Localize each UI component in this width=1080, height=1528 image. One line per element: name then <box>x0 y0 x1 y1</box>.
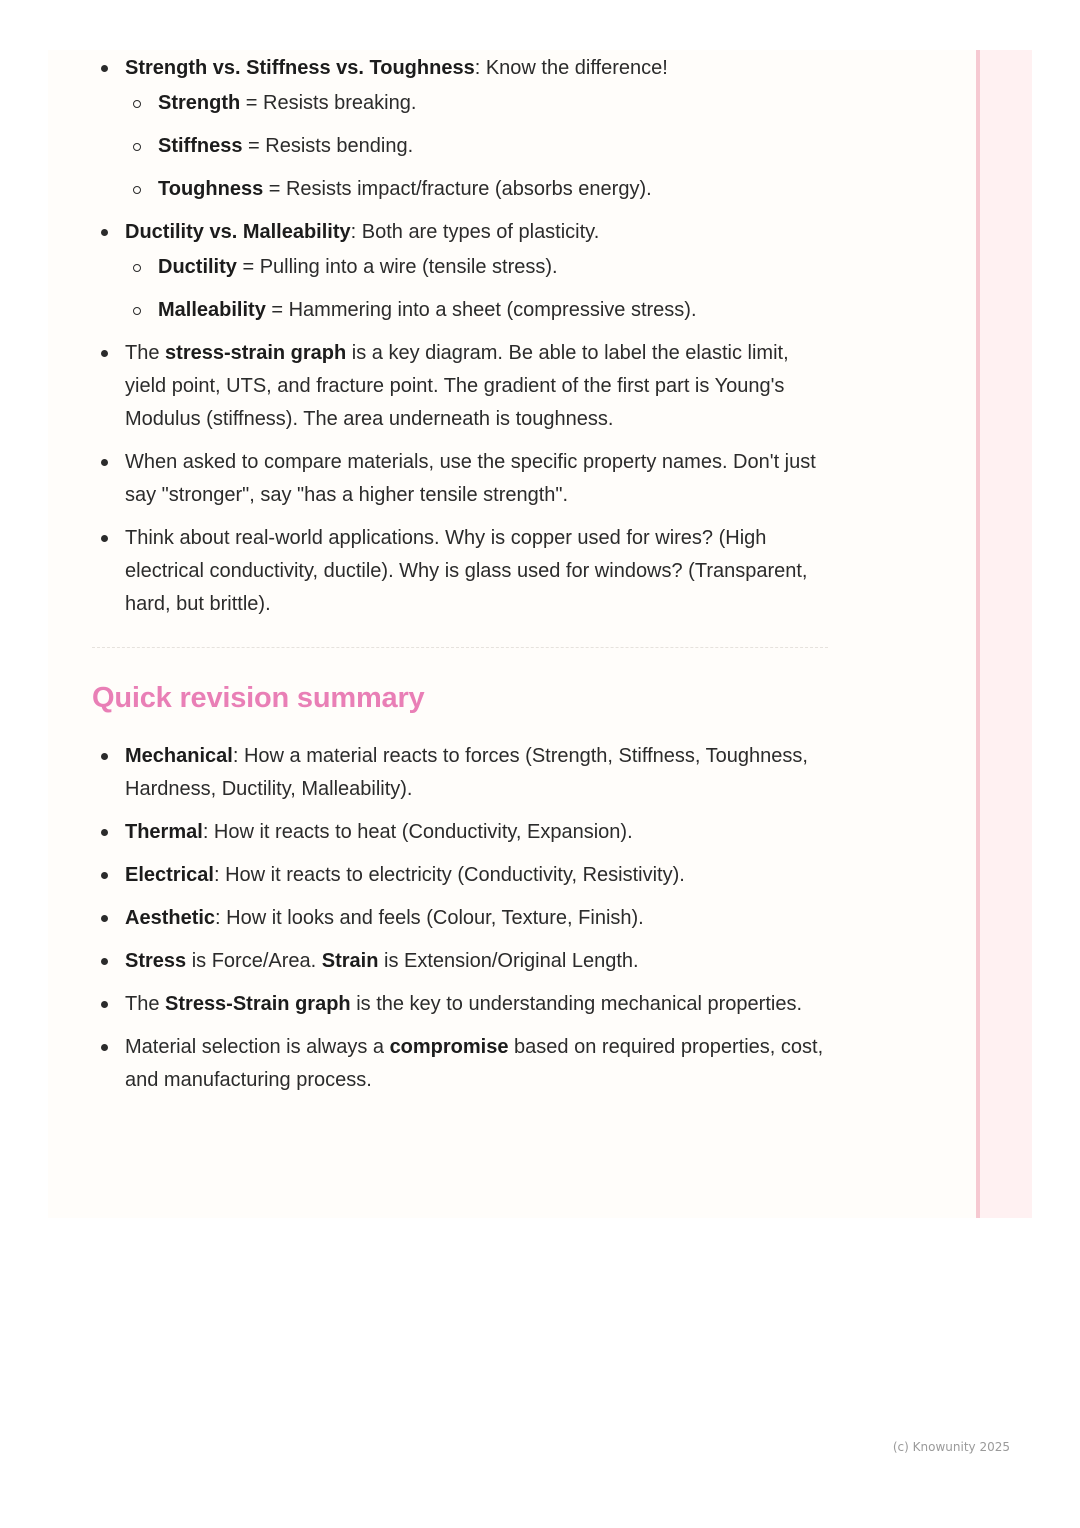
term: Stress <box>125 950 187 972</box>
section-divider <box>92 647 828 648</box>
item-text: is Extension/Original Length. <box>378 950 639 972</box>
list-item-stress-strain <box>92 945 832 978</box>
sub-item-ductility <box>125 251 832 284</box>
item-text: is a key diagram. Be able to label the elastic limit, yield point, UTS, and fracture point. The gradient of the first part is Young's Modulus (stiffness). The area underneath is toughness. <box>125 342 789 430</box>
item-text: = Resists bending. <box>242 135 414 157</box>
sub-item-malleability <box>125 294 832 327</box>
item-text: based on required properties, cost, and manufacturing process. <box>125 1036 824 1091</box>
list-item-applications <box>92 522 832 621</box>
item-text: Material selection is always a <box>125 1036 390 1058</box>
item-text: Think about real-world applications. Why is copper used for wires? (High electrical conductivity, ductile). Why is glass used for windows? (Transparent, hard, but brittle). <box>125 527 808 615</box>
term: Mechanical <box>125 745 233 767</box>
sub-item-toughness <box>125 173 832 206</box>
item-text: = Hammering into a sheet (compressive stress). <box>265 299 697 321</box>
list-item-compare-materials <box>92 446 832 512</box>
list-item-ductility-malleability <box>92 216 832 327</box>
list-item-material-selection <box>92 1031 832 1097</box>
sub-list <box>125 87 832 206</box>
item-text: : How it reacts to heat (Conductivity, Expansion). <box>202 821 633 843</box>
item-text: : How it looks and feels (Colour, Texture, Finish). <box>215 907 644 929</box>
term: Thermal <box>125 821 203 843</box>
term-strength-stiffness-toughness: Strength vs. Stiffness vs. Toughness <box>125 57 475 79</box>
term: Stiffness <box>158 135 243 157</box>
item-text: is the key to understanding mechanical properties. <box>350 993 803 1015</box>
term: Electrical <box>125 864 214 886</box>
term: Stress-Strain graph <box>165 993 351 1015</box>
item-text: The <box>125 993 166 1015</box>
item-text: : How it reacts to electricity (Conductivity, Resistivity). <box>213 864 685 886</box>
term: Strength <box>158 92 241 114</box>
term: compromise <box>389 1036 509 1058</box>
exam-tips-list <box>92 52 832 621</box>
list-item-electrical <box>92 859 832 892</box>
list-item-aesthetic <box>92 902 832 935</box>
item-text: : Both are types of plasticity. <box>350 221 600 243</box>
copyright-footer: (c) Knowunity 2025 <box>892 1440 1010 1454</box>
item-text: When asked to compare materials, use the specific property names. Don't just say "stronger", say "has a higher tensile strength". <box>125 451 816 506</box>
item-text: = Resists breaking. <box>240 92 417 114</box>
sub-item-strength <box>125 87 832 120</box>
term: Strain <box>321 950 379 972</box>
term: Toughness <box>158 178 264 200</box>
item-text: = Pulling into a wire (tensile stress). <box>236 256 558 278</box>
sub-item-stiffness <box>125 130 832 163</box>
item-text: is Force/Area. <box>186 950 322 972</box>
sub-list <box>125 251 832 327</box>
term: stress-strain graph <box>165 342 347 364</box>
term: Aesthetic <box>125 907 216 929</box>
item-text: : Know the difference! <box>474 57 668 79</box>
item-text: The <box>125 342 166 364</box>
item-text: : How a material reacts to forces (Strength, Stiffness, Toughness, Hardness, Ductility, Malleability). <box>125 745 808 800</box>
document-body <box>92 52 832 1107</box>
list-item-strength-stiffness-toughness <box>92 52 832 206</box>
item-text: = Resists impact/fracture (absorbs energy). <box>263 178 652 200</box>
term: Ductility <box>158 256 237 278</box>
list-item-graph-key <box>92 988 832 1021</box>
sidebar-strip <box>976 50 1032 1218</box>
term-ductility-malleability: Ductility vs. Malleability <box>125 221 351 243</box>
list-item-thermal <box>92 816 832 849</box>
list-item-stress-strain-graph <box>92 337 832 436</box>
list-item-mechanical <box>92 740 832 806</box>
term: Malleability <box>158 299 266 321</box>
summary-list <box>92 740 832 1097</box>
section-heading: Quick revision summary <box>92 682 425 714</box>
